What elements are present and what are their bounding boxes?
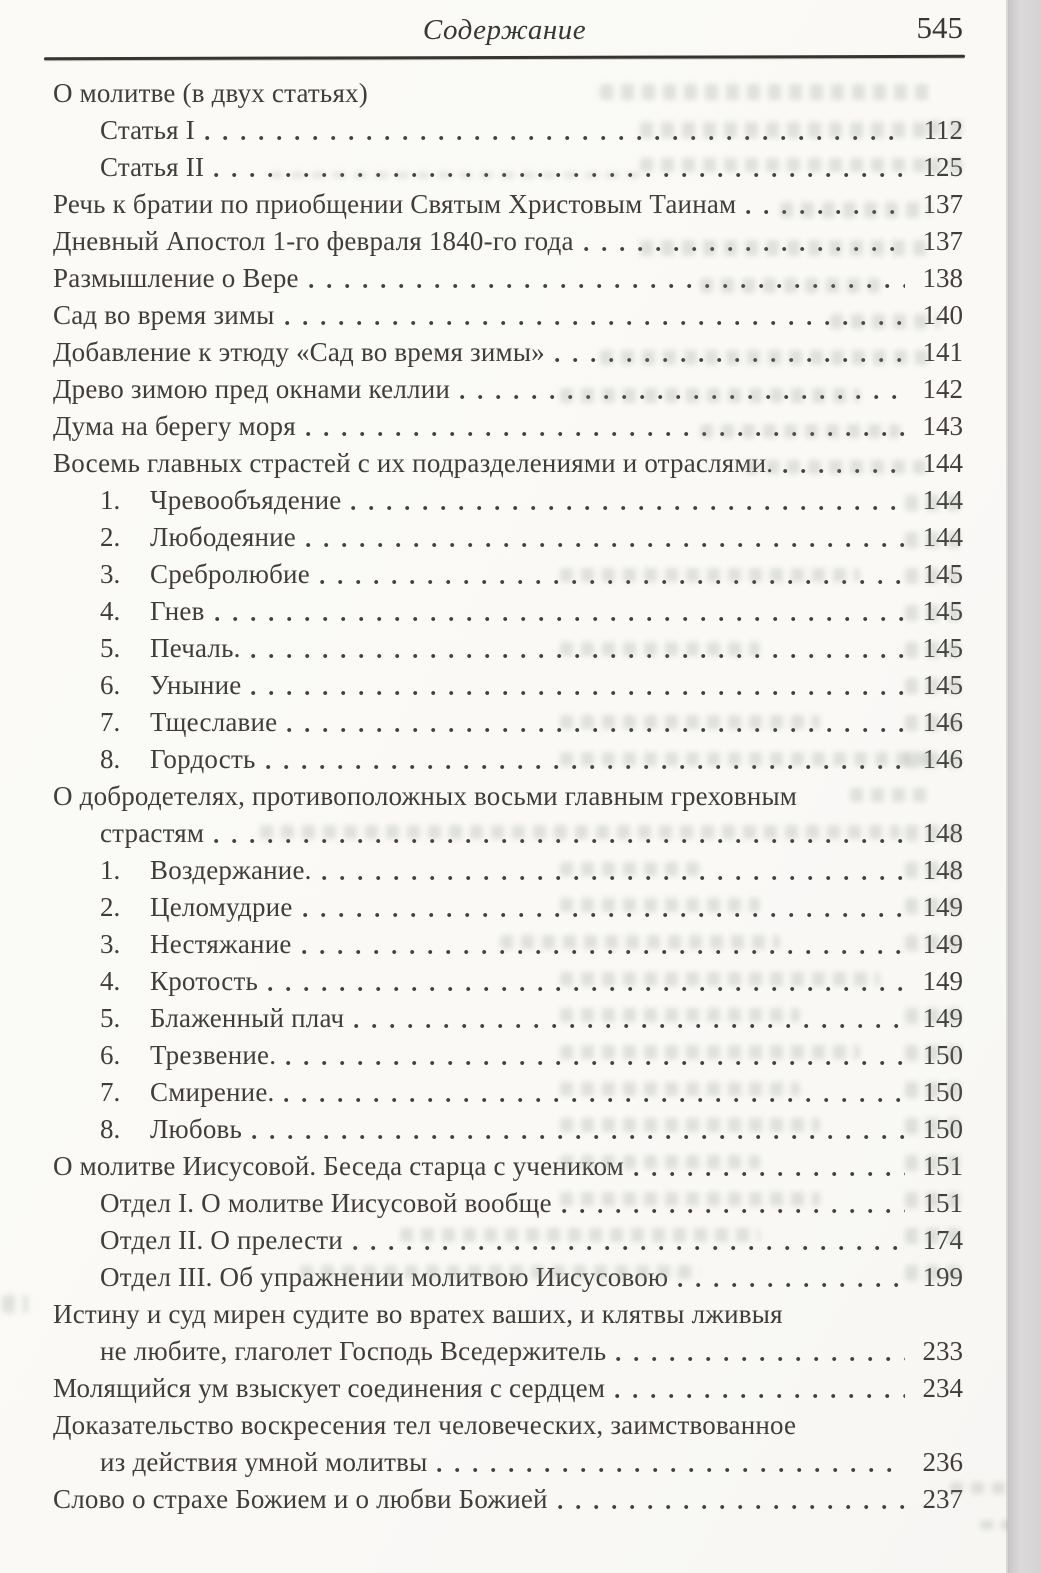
toc-entry-number: 4.	[100, 596, 121, 626]
toc-entry-title: Дума на берегу моря	[53, 411, 296, 441]
toc-entry-number: 7.	[100, 1077, 121, 1107]
bleed-through-ghost	[780, 202, 930, 218]
dot-leader	[634, 1171, 905, 1177]
toc-row	[100, 892, 963, 923]
dot-leader	[351, 505, 905, 511]
toc-entry-title: Размышление о Вере	[53, 263, 299, 293]
bleed-through-ghost	[905, 1155, 961, 1171]
toc-entry-title: Смирение.	[150, 1077, 275, 1107]
bleed-through-ghost	[560, 1155, 760, 1169]
toc-row	[53, 1151, 963, 1182]
toc-entry-title: Сребролюбие	[150, 559, 310, 589]
bleed-through-ghost	[905, 1045, 961, 1061]
toc-entry-title: не любите, глаголет Господь Вседержитель	[100, 1336, 607, 1366]
bleed-through-ghost	[2, 1295, 28, 1313]
toc-entry-title: Дневный Апостол 1-го февраля 1840-го года	[53, 226, 574, 256]
toc-entry-page: 138	[922, 263, 963, 293]
toc-entry-title: Целомудрие	[150, 892, 293, 922]
bleed-through-ghost	[905, 532, 961, 548]
toc-entry-title: Истину и суд мирен судите во вратех ваших, и клятвы лживыя	[53, 1299, 783, 1329]
toc-row	[100, 522, 963, 553]
toc-entry-title: Воздержание.	[150, 855, 312, 885]
bleed-through-ghost	[928, 158, 968, 174]
toc-entry-page: 237	[922, 1484, 963, 1514]
toc-entry-page: 145	[922, 670, 963, 700]
bleed-through-ghost	[905, 1265, 961, 1281]
page-header-number: 545	[916, 10, 963, 45]
bleed-through-ghost	[905, 1228, 961, 1244]
toc-entry-title: Гнев	[150, 596, 205, 626]
bleed-through-ghost	[560, 972, 880, 986]
toc-entry-title: Трезвение.	[150, 1040, 277, 1070]
toc-entry-page: 144	[922, 448, 963, 478]
toc-row	[100, 707, 963, 738]
dot-leader	[616, 1356, 905, 1362]
toc-entry-title: Слово о страхе Божием и о любви Божией	[53, 1484, 548, 1514]
dot-leader	[303, 912, 906, 918]
dot-leader	[286, 1060, 905, 1066]
toc-row	[100, 596, 963, 627]
bleed-through-ghost	[560, 715, 820, 729]
toc-entry-title: Нестяжание	[150, 929, 292, 959]
toc-entry-page: 112	[923, 115, 963, 145]
bleed-through-ghost	[300, 1265, 700, 1279]
bleed-through-ghost	[905, 1082, 961, 1098]
dot-leader	[285, 320, 905, 326]
bleed-through-ghost	[905, 862, 961, 878]
toc-entry-number: 3.	[100, 559, 121, 589]
dot-leader	[437, 1467, 905, 1473]
toc-entry-title: Любовь	[150, 1114, 242, 1144]
toc-entry-title: Чревообъядение	[150, 485, 342, 515]
bleed-through-ghost	[905, 678, 961, 694]
bleed-through-ghost	[905, 898, 961, 914]
bleed-through-ghost	[560, 642, 760, 656]
bleed-through-ghost	[905, 1118, 961, 1134]
toc-entry-page: 149	[922, 1003, 963, 1033]
toc-entry-title: из действия умной молитвы	[100, 1447, 428, 1477]
toc-entry-page: 149	[922, 929, 963, 959]
toc-entry-number: 5.	[100, 1003, 121, 1033]
bleed-through-ghost	[600, 350, 930, 365]
toc-entry-page: 144	[922, 522, 963, 552]
dot-leader	[558, 1504, 905, 1510]
toc-entry-title: О молитве (в двух статьях)	[53, 78, 368, 108]
toc-entry-page: 137	[922, 189, 963, 219]
bleed-through-ghost	[830, 314, 940, 329]
toc-row	[100, 1003, 963, 1034]
toc-entry-number: 2.	[100, 892, 121, 922]
dot-leader	[302, 949, 905, 955]
bleed-through-ghost	[270, 172, 640, 178]
toc-entry-number: 6.	[100, 1040, 121, 1070]
bleed-through-ghost	[950, 1482, 1010, 1494]
toc-entry-page: 125	[922, 152, 963, 182]
toc-entry-title: О добродетелях, противоположных восьми главным греховным	[53, 781, 798, 811]
toc-entry-title: Древо зимою пред окнами келлии	[53, 374, 451, 404]
header-rule	[44, 55, 965, 60]
toc-row	[53, 1410, 963, 1441]
toc-entry-number: 8.	[100, 1114, 121, 1144]
toc-row	[53, 781, 963, 812]
page-header-title: Содержание	[422, 14, 587, 46]
toc-entry-title: Статья II	[100, 152, 205, 182]
bleed-through-ghost	[560, 1192, 820, 1206]
bleed-through-ghost	[260, 825, 900, 839]
toc-entry-number: 1.	[100, 485, 121, 515]
bleed-through-ghost	[640, 122, 930, 138]
toc-entry-title: Печаль.	[150, 633, 241, 663]
bleed-through-ghost	[905, 568, 961, 584]
bleed-through-ghost	[905, 715, 961, 731]
bleed-through-ghost	[560, 752, 930, 766]
toc-entry-number: 8.	[100, 744, 121, 774]
scanner-edge-strip	[1008, 0, 1041, 1573]
bleed-through-ghost	[560, 1045, 860, 1059]
toc-entry-number: 2.	[100, 522, 121, 552]
dot-leader	[252, 1134, 905, 1140]
toc-entry-number: 6.	[100, 670, 121, 700]
toc-entry-page: 143	[922, 411, 963, 441]
bleed-through-ghost	[560, 1082, 800, 1096]
toc-row	[100, 670, 963, 701]
toc-entry-page: 146	[922, 707, 963, 737]
bleed-through-ghost	[905, 825, 961, 841]
toc-entry-title: страстям	[100, 818, 205, 848]
bleed-through-ghost	[905, 495, 961, 511]
toc-entry-page: 145	[922, 633, 963, 663]
toc-row	[100, 633, 963, 664]
dot-leader	[353, 1245, 905, 1251]
toc-entry-title: Молящийся ум взыскует соединения с сердцем	[53, 1373, 606, 1403]
bleed-through-ghost	[928, 120, 968, 136]
bleed-through-ghost	[745, 460, 930, 474]
bleed-through-ghost	[850, 788, 930, 802]
toc-entry-title: Гордость	[150, 744, 256, 774]
toc-entry-page: 142	[922, 374, 963, 404]
toc-entry-number: 5.	[100, 633, 121, 663]
toc-entry-number: 3.	[100, 929, 121, 959]
toc-row	[53, 1299, 963, 1330]
bleed-through-ghost	[560, 898, 760, 912]
toc-entry-page: 148	[922, 855, 963, 885]
toc-entry-title: Отдел I. О молитве Иисусовой вообще	[100, 1188, 552, 1218]
bleed-through-ghost	[700, 424, 900, 438]
toc-entry-page: 140	[922, 300, 963, 330]
toc-entry-page: 151	[922, 1188, 963, 1218]
dot-leader	[268, 986, 905, 992]
bleed-through-ghost	[560, 568, 860, 582]
toc-entry-number: 7.	[100, 707, 121, 737]
toc-entry-page: 149	[922, 966, 963, 996]
toc-entry-page: 148	[922, 818, 963, 848]
dot-leader	[678, 1282, 905, 1288]
toc-entry-title: Отдел III. Об упражнении молитвою Иисусовою	[100, 1262, 669, 1292]
toc-entry-page: 199	[922, 1262, 963, 1292]
toc-entry-page: 150	[922, 1040, 963, 1070]
toc-entry-title: Речь к братии по приобщении Святым Христовым Таинам	[53, 189, 737, 219]
toc-entry-title: Кротость	[150, 966, 258, 996]
bleed-through-ghost	[560, 1008, 800, 1022]
toc-entry-page: 141	[922, 337, 963, 367]
toc-entry-title: Статья I	[100, 115, 195, 145]
toc-row	[53, 1484, 963, 1515]
toc-entry-title: Любодеяние	[150, 522, 296, 552]
toc-entry-title: Уныние	[150, 670, 242, 700]
toc-entry-title: Сад во время зимы	[53, 300, 275, 330]
bleed-through-ghost	[905, 605, 961, 621]
dot-leader	[251, 690, 905, 696]
toc-entry-title: О молитве Иисусовой. Беседа старца с учеником	[53, 1151, 624, 1181]
toc-entry-title: Тщеславие	[150, 707, 278, 737]
toc-row	[100, 1114, 963, 1145]
toc-entry-page: 144	[922, 485, 963, 515]
bleed-through-ghost	[560, 862, 700, 876]
bleed-through-ghost	[560, 1118, 820, 1132]
toc-entry-number: 1.	[100, 855, 121, 885]
toc-entry-title: Восемь главных страстей с их подразделениями и отраслями.	[53, 448, 774, 478]
toc-entry-title: Доказательство воскресения тел человеческих, заимствованное	[53, 1410, 797, 1440]
toc-row	[100, 855, 963, 886]
toc-row	[100, 1188, 963, 1219]
bleed-through-ghost	[905, 752, 961, 768]
bleed-through-ghost	[905, 1008, 961, 1024]
bleed-through-ghost	[640, 158, 930, 172]
toc-entry-page: 151	[922, 1151, 963, 1181]
toc-entry-page: 146	[922, 744, 963, 774]
toc-entry-page: 233	[922, 1336, 963, 1366]
bleed-through-ghost	[560, 388, 860, 403]
bleed-through-ghost	[640, 240, 930, 256]
bleed-through-ghost	[500, 935, 780, 949]
dot-leader	[306, 542, 905, 548]
toc-entry-page: 150	[922, 1114, 963, 1144]
toc-entry-title: Блаженный плач	[150, 1003, 345, 1033]
toc-entry-page: 137	[922, 226, 963, 256]
toc-entry-page: 174	[922, 1225, 963, 1255]
toc-row	[100, 485, 963, 516]
dot-leader	[354, 1023, 905, 1029]
toc-entry-title: Отдел II. О прелести	[100, 1225, 343, 1255]
toc-entry-page: 236	[922, 1447, 963, 1477]
toc-row	[100, 1447, 963, 1478]
toc-entry-page: 145	[922, 596, 963, 626]
bleed-through-ghost	[700, 278, 880, 293]
dot-leader	[215, 616, 905, 622]
bleed-through-ghost	[905, 642, 961, 658]
toc-entry-page: 150	[922, 1077, 963, 1107]
bleed-through-ghost	[905, 1192, 961, 1208]
toc-entry-number: 4.	[100, 966, 121, 996]
dot-leader	[562, 1208, 905, 1214]
toc-row	[53, 1373, 963, 1404]
bleed-through-ghost	[600, 84, 930, 100]
dot-leader	[615, 1393, 905, 1399]
bleed-through-ghost	[905, 935, 961, 951]
toc-entry-page: 145	[922, 559, 963, 589]
bleed-through-ghost	[400, 1228, 760, 1242]
toc-row	[100, 1336, 963, 1367]
toc-entry-title: Добавление к этюду «Сад во время зимы»	[53, 337, 545, 367]
toc-entry-page: 234	[922, 1373, 963, 1403]
toc-entry-page: 149	[922, 892, 963, 922]
toc-row	[53, 300, 963, 331]
toc-row	[100, 1077, 963, 1108]
dot-leader	[284, 1097, 905, 1103]
